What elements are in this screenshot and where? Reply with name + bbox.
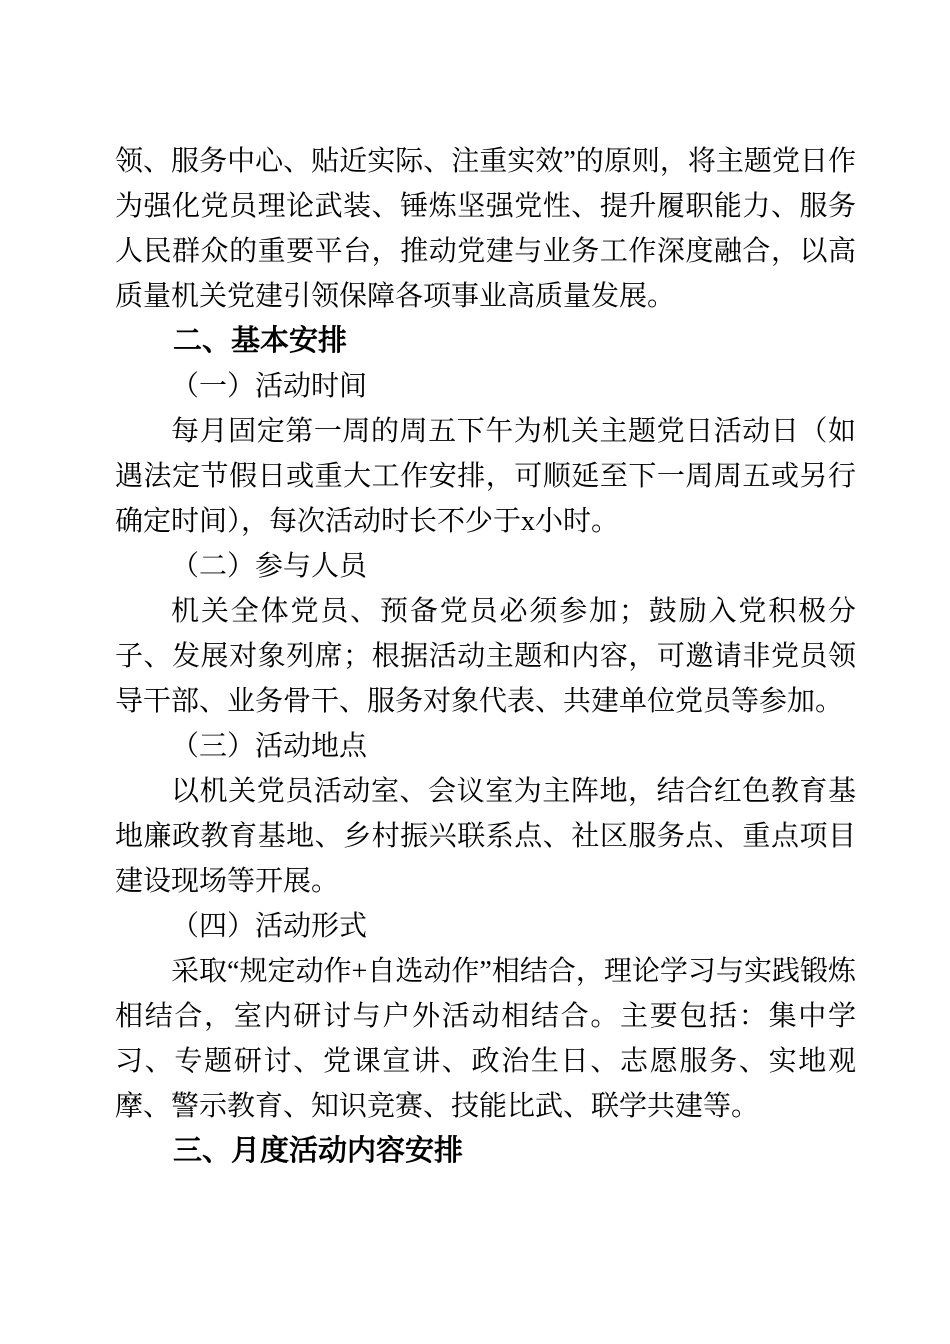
subheading-participants: （二）参与人员 xyxy=(171,551,368,582)
subheading-activity-time: （一）活动时间 xyxy=(171,371,368,402)
subheading-activity-format: （四）活动形式 xyxy=(171,911,368,942)
heading-basic-arrangements: 二、基本安排 xyxy=(173,325,348,357)
paragraph-participants: 机关全体党员、预备党员必须参加；鼓励入党积极分子、发展对象列席；根据活动主题和内容，可邀请非党员领导干部、业务骨干、服务对象代表、共建单位党员等参加。 xyxy=(115,596,856,717)
heading-monthly-arrangements: 三、月度活动内容安排 xyxy=(173,1135,464,1167)
document-body xyxy=(115,139,856,1174)
paragraph-guiding-principles: 领、服务中心、贴近实际、注重实效”的原则，将主题党日作为强化党员理论武装、锤炼坚强党性、提升履职能力、服务人民群众的重要平台，推动党建与业务工作深度融合，以高质量机关党建引领保障各项事业高质量发展。 xyxy=(115,146,856,312)
paragraph-activity-time: 每月固定第一周的周五下午为机关主题党日活动日（如遇法定节假日或重大工作安排，可顺延至下一周周五或另行确定时间），每次活动时长不少于x小时。 xyxy=(115,416,856,537)
subheading-activity-location: （三）活动地点 xyxy=(171,731,368,762)
paragraph-activity-location: 以机关党员活动室、会议室为主阵地，结合红色教育基地廉政教育基地、乡村振兴联系点、社区服务点、重点项目建设现场等开展。 xyxy=(115,776,856,897)
paragraph-activity-format: 采取“规定动作+自选动作”相结合，理论学习与实践锻炼相结合，室内研讨与户外活动相结合。主要包括：集中学习、专题研讨、党课宣讲、政治生日、志愿服务、实地观摩、警示教育、知识竞赛、技能比武、联学共建等。 xyxy=(115,956,856,1122)
